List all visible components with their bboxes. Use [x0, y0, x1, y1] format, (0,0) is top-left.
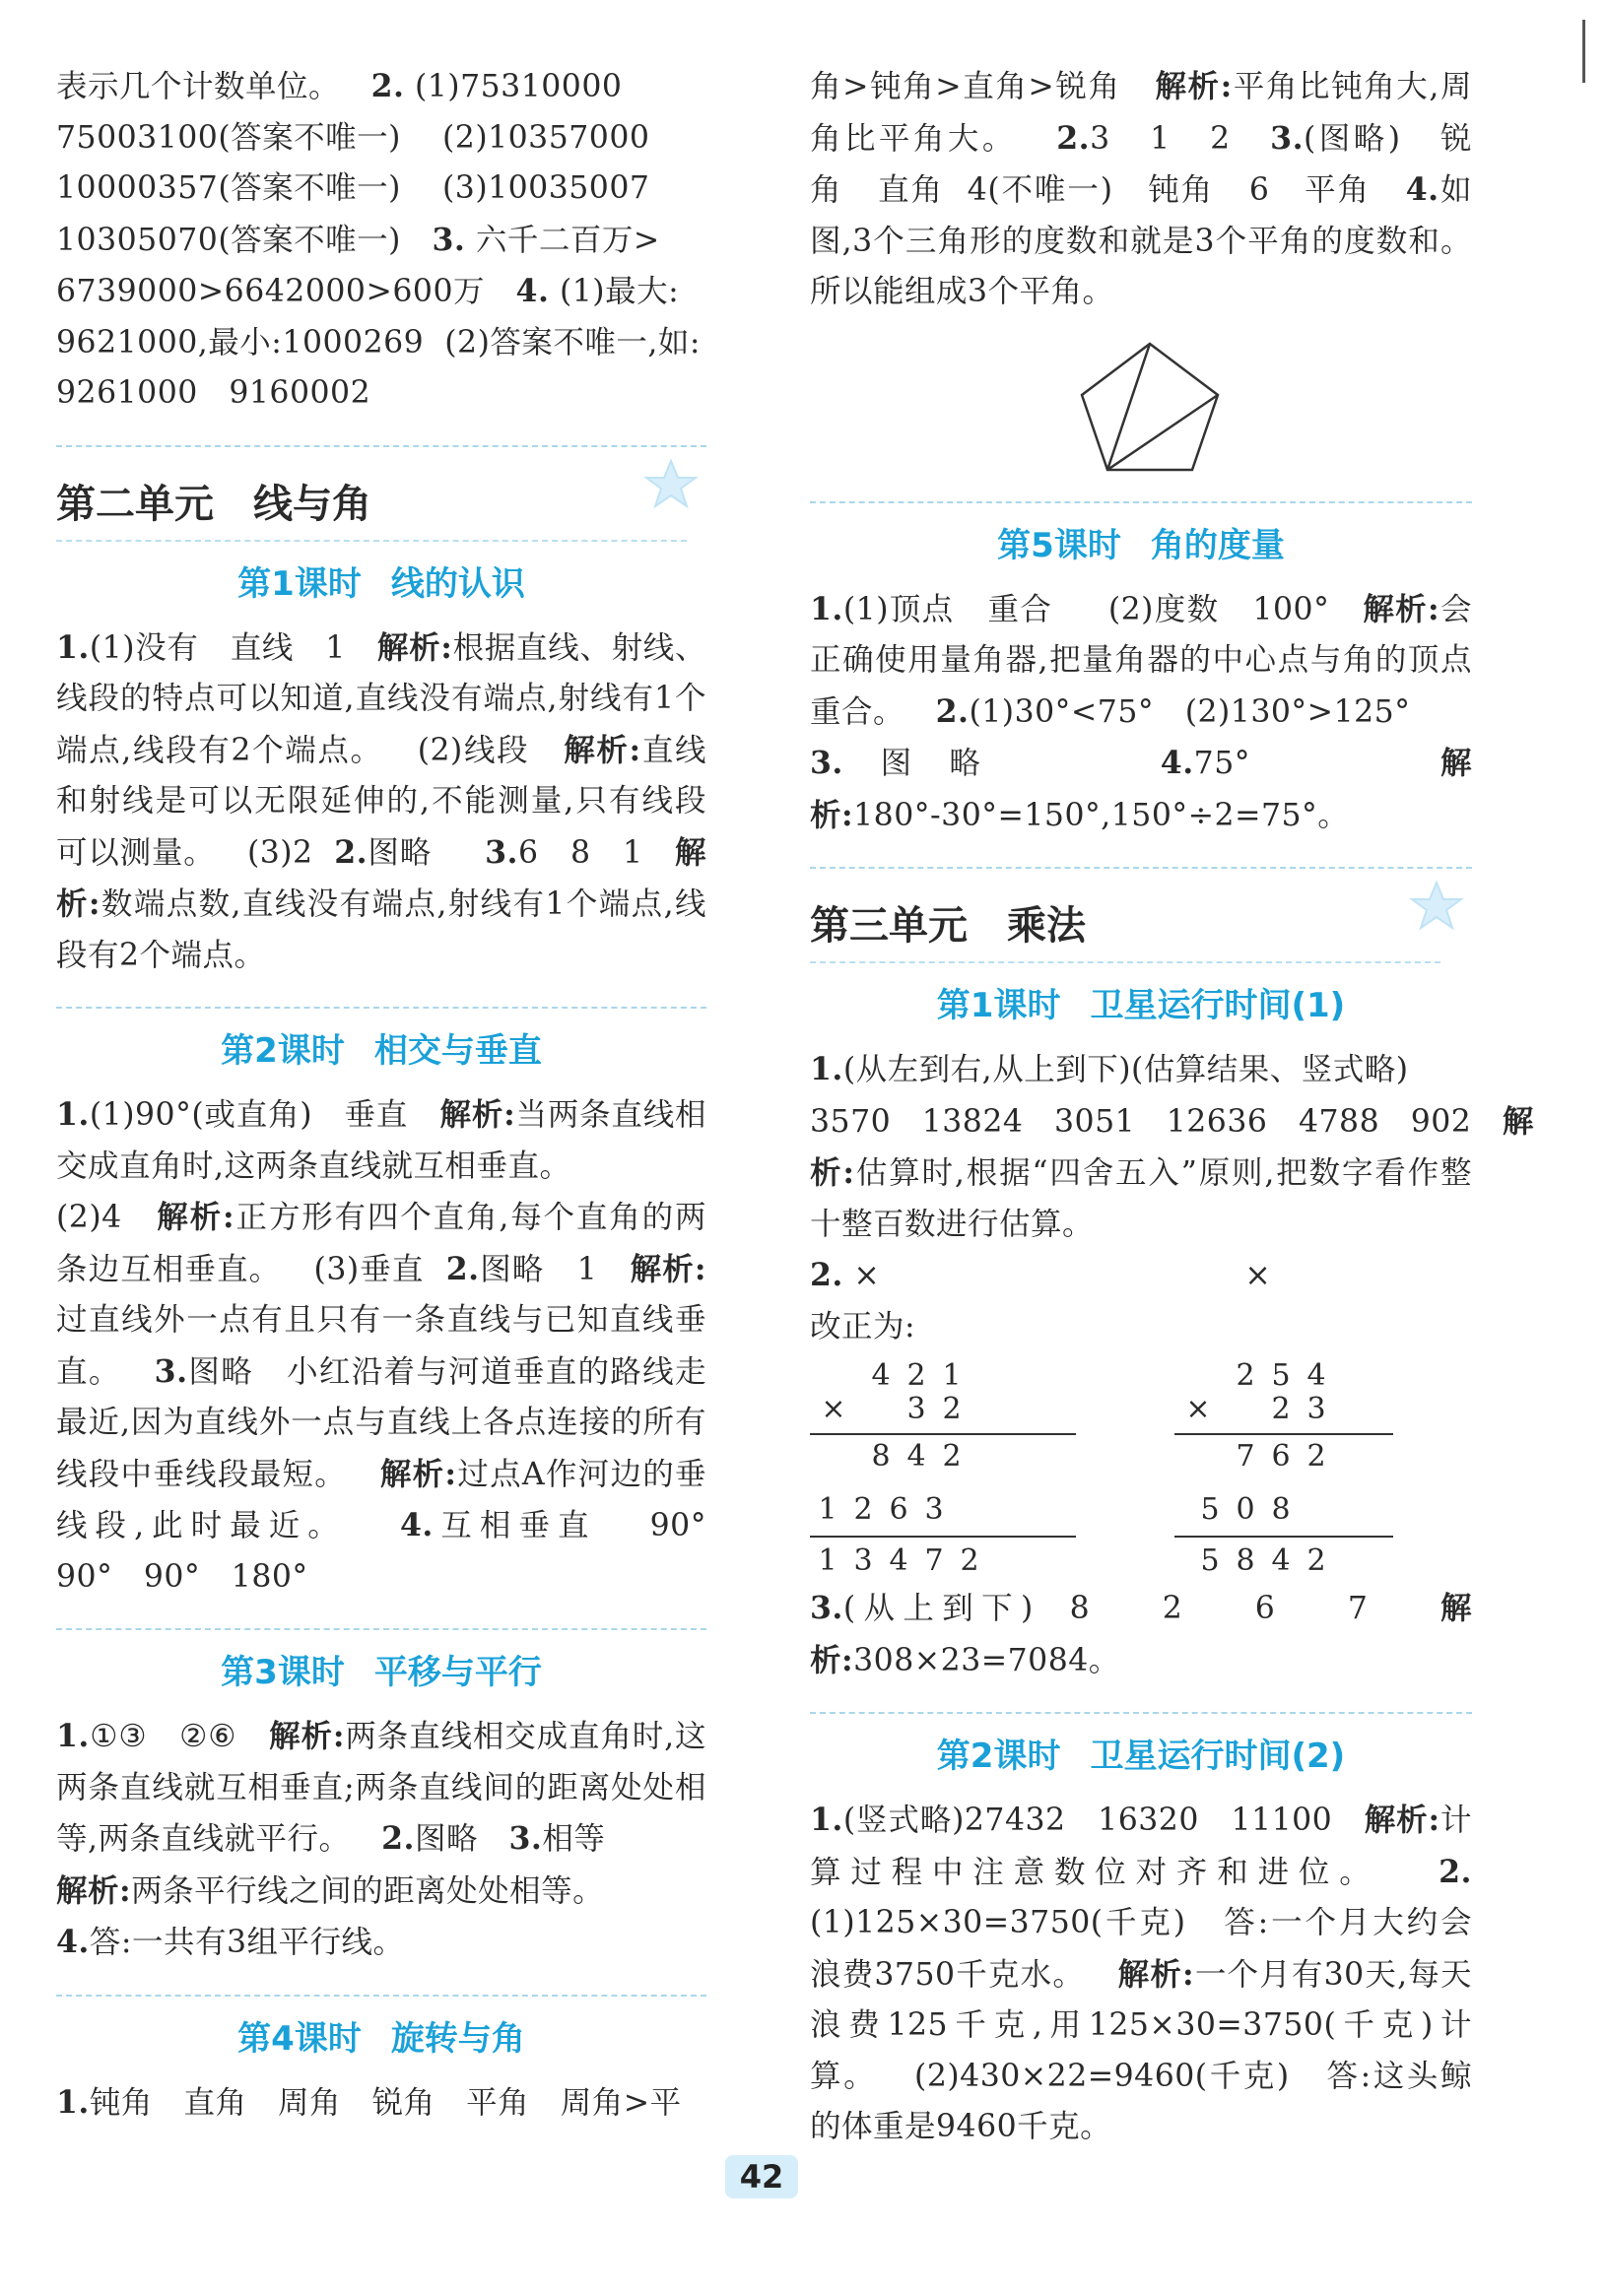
analysis-text: 数端点数,直线没有端点,射线有1个端点,线段有2个端点。 — [56, 886, 706, 973]
answer: (1)顶点 — [842, 591, 955, 627]
answer: 改正为: — [810, 1308, 916, 1345]
lesson-name: 卫星运行时间(1) — [1090, 986, 1346, 1025]
digit: 5 — [1200, 1492, 1220, 1527]
answer: (2)430×22=9460(千克) — [914, 2058, 1290, 2094]
analysis-text: 平角比钝角大,周角比平角大。 — [810, 69, 1472, 157]
section-divider — [56, 1995, 706, 1997]
item-number: 1. — [810, 1051, 843, 1087]
item-number: 4. — [56, 1924, 90, 1960]
analysis-label: 解析: — [56, 1871, 132, 1909]
lesson-title — [810, 1732, 1472, 1781]
analysis-label: 解析: — [376, 628, 453, 666]
answer: 周角>平 — [560, 2084, 682, 2121]
digit: 2 — [942, 1392, 962, 1426]
digit: 1 — [818, 1492, 837, 1527]
section-divider — [56, 445, 706, 447]
text: (1)最大: — [559, 274, 680, 309]
lesson-3-answers — [56, 1711, 706, 1969]
digit: 8 — [1236, 1543, 1255, 1578]
item-number: 1. — [56, 1096, 90, 1133]
digit: 4 — [1271, 1543, 1291, 1578]
digit: 3 — [906, 1392, 926, 1426]
text: (1)75310000 — [414, 69, 623, 104]
answer: 1 — [1150, 120, 1171, 157]
lesson-name: 旋转与角 — [390, 2018, 525, 2059]
answer: 图略 — [479, 1251, 545, 1287]
item-number: 3. — [810, 1590, 843, 1626]
answer: (1)90°(或直角) — [89, 1097, 313, 1133]
item-number: 2. — [370, 68, 405, 104]
item-number: 1. — [56, 628, 90, 666]
answer: 图略 — [368, 834, 433, 871]
answer: 平角 — [466, 2084, 530, 2121]
answer: 重合 — [987, 591, 1053, 627]
answer: 6 — [517, 834, 539, 871]
item-number: 2. — [1056, 119, 1091, 157]
item-number: 4. — [515, 273, 550, 309]
answer: 180° — [231, 1558, 308, 1595]
answer: 7 — [1347, 1591, 1369, 1626]
right-column — [810, 61, 1534, 2153]
answer: (图略) — [1304, 120, 1401, 157]
item-number: 4. — [1405, 171, 1440, 208]
mult-lesson-1-answers — [810, 1044, 1534, 1352]
answer: (1)30°<75° — [969, 693, 1155, 730]
item-number: 3. — [154, 1352, 188, 1390]
digit: 2 — [1236, 1358, 1255, 1393]
lesson-number: 第2课时 — [936, 1737, 1061, 1776]
answer: 2 — [1210, 120, 1231, 157]
unit-title — [810, 896, 1472, 955]
analysis-text: 当两条直线相交成直角时,这两条直线就互相垂直。 — [56, 1097, 706, 1184]
lesson-2-answers — [56, 1089, 706, 1603]
digit: 3 — [924, 1492, 944, 1527]
answer: ②⑥ — [179, 1719, 237, 1754]
item-number: 2. — [445, 1250, 480, 1287]
answer: (1)125×30=3750(千克) — [810, 1905, 1186, 1940]
digit: 2 — [853, 1492, 873, 1527]
answer: 1 — [576, 1251, 598, 1287]
answer: 平角 — [1305, 172, 1371, 208]
digit: 2 — [960, 1543, 979, 1578]
analysis-text: 计算过程中注意数位对齐和进位。 — [810, 1803, 1472, 1890]
analysis-text: 根据直线、射线、线段的特点可以知道,直线没有端点,射线有1个端点,线段有2个端点。 — [56, 629, 706, 768]
pentagon-diagram — [1076, 338, 1224, 476]
unit-divider — [56, 540, 687, 542]
digit: 4 — [889, 1543, 908, 1578]
answer: (从左到右,从上到下)(估算结果、竖式略) — [842, 1052, 1409, 1087]
lesson-title — [56, 2014, 706, 2064]
text: (2)答案不唯一,如: — [444, 324, 701, 361]
digit: 8 — [871, 1439, 891, 1474]
vertical-calculations — [810, 1358, 1472, 1583]
lesson-4-continued — [810, 61, 1472, 318]
analysis-label: 解析: — [379, 1455, 457, 1492]
analysis-label: 解析: — [269, 1718, 345, 1754]
star-icon — [1409, 879, 1464, 934]
answer: 直角 — [183, 2084, 247, 2121]
digit: 2 — [1271, 1392, 1291, 1426]
answer: 13824 — [921, 1103, 1024, 1140]
analysis-text: 308×23=7084。 — [853, 1642, 1120, 1678]
section-divider — [56, 1628, 706, 1630]
section-divider — [810, 867, 1472, 869]
star-icon — [643, 457, 699, 512]
digit: 5 — [1271, 1358, 1291, 1393]
answer: 钝角 — [89, 2084, 153, 2121]
analysis-text: 过点A作河边的垂线段,此时最近。 — [56, 1456, 706, 1543]
answer: (3)2 — [246, 834, 313, 871]
digit: 7 — [1236, 1439, 1255, 1474]
text: 表示几个计数单位。 — [56, 69, 341, 104]
answer: (3)垂直 — [313, 1251, 425, 1287]
wrong-mark: × — [853, 1258, 881, 1293]
lesson-5-answers — [810, 584, 1472, 842]
item-number: 2. — [1439, 1853, 1472, 1890]
answer: 周角 — [278, 2084, 342, 2121]
analysis-label: 解析: — [56, 833, 706, 922]
wrong-mark: × — [1244, 1258, 1272, 1293]
digit: 1 — [942, 1358, 962, 1393]
item-number: 3. — [1270, 119, 1305, 157]
text: 10305070(答案不唯一) — [56, 222, 401, 258]
section-divider — [56, 1007, 706, 1009]
lesson-title — [56, 1648, 706, 1697]
digit: 8 — [1271, 1492, 1291, 1527]
item-number: 3. — [508, 1820, 543, 1857]
item-number: 2. — [381, 1820, 415, 1857]
item-number: 2. — [810, 1257, 843, 1293]
lesson-title — [56, 1026, 706, 1076]
section-divider — [810, 501, 1472, 503]
mult-lesson-2-answers — [810, 1795, 1472, 2153]
analysis-label: 解析: — [564, 731, 641, 768]
lesson-name: 角的度量 — [1150, 525, 1285, 565]
calc-line — [810, 1536, 1076, 1538]
section-divider — [810, 1712, 1472, 1714]
answer: 图略 — [414, 1821, 478, 1857]
answer: 图略 — [842, 746, 1019, 781]
digit: 2 — [1306, 1543, 1326, 1578]
unit-title-name: 乘法 — [1007, 903, 1086, 949]
text: 9261000 — [56, 375, 198, 411]
analysis-label: 解析: — [810, 1102, 1534, 1191]
item-number: 2. — [334, 833, 368, 871]
answer: 100° — [1252, 591, 1330, 627]
answer: 直线 — [230, 629, 295, 666]
analysis-label: 解析: — [810, 745, 1472, 833]
analysis-text: 会正确使用量角器,把量角器的中心点与角的顶点重合。 — [810, 591, 1472, 730]
lesson-title — [810, 981, 1472, 1030]
answer: 1 — [325, 629, 346, 666]
lesson-number: 第3课时 — [221, 1653, 345, 1692]
answer: 16320 — [1098, 1803, 1199, 1838]
lesson-name: 线的认识 — [390, 563, 525, 604]
calc-line — [1174, 1536, 1393, 1538]
item-number: 3. — [485, 833, 518, 871]
digit: 6 — [1271, 1439, 1291, 1474]
item-number: 4. — [1160, 745, 1194, 781]
analysis-label: 解析: — [630, 1250, 706, 1287]
analysis-label: 解析: — [1364, 1802, 1440, 1838]
analysis-label: 解析: — [1117, 1955, 1195, 1993]
text: 9160002 — [229, 375, 371, 411]
lesson-name: 平移与平行 — [373, 1653, 542, 1692]
answer: 4788 — [1298, 1103, 1380, 1140]
lesson-number: 第1课时 — [237, 563, 362, 604]
answer: 90° — [56, 1558, 113, 1595]
digit: 6 — [889, 1492, 908, 1527]
text: (3)10035007 — [441, 170, 650, 206]
unit-title-number: 第三单元 — [810, 903, 968, 949]
answer: 锐角 — [371, 2084, 435, 2121]
item-number: 1. — [56, 2083, 90, 2121]
digit: 3 — [1306, 1392, 1326, 1426]
answer: (从上到下) — [842, 1591, 1034, 1626]
text: 6739000>6642000>600万 — [56, 274, 485, 309]
digit: 5 — [1200, 1543, 1220, 1578]
answer: 12636 — [1166, 1103, 1268, 1140]
lesson-name: 相交与垂直 — [373, 1031, 542, 1071]
lesson-name: 卫星运行时间(2) — [1090, 1737, 1346, 1776]
analysis-text: 直线和射线是可以无限延伸的,不能测量,只有线段可以测量。 — [56, 732, 706, 871]
unit-title — [56, 475, 706, 534]
answer: 角>钝角>直角>锐角 — [810, 69, 1121, 104]
analysis-text: 两条平行线之间的距离处处相等。 — [131, 1872, 605, 1909]
analysis-label: 解析: — [810, 1590, 1472, 1678]
lesson-4-answers — [56, 2077, 706, 2130]
lesson-title — [56, 559, 706, 609]
item-number: 1. — [56, 1718, 90, 1754]
answer: 2 — [1162, 1591, 1183, 1626]
answer: 答:一共有3组平行线。 — [89, 1925, 405, 1960]
answer: (2)4 — [56, 1200, 122, 1235]
text: 六千二百万> — [475, 222, 660, 258]
analysis-text: 正方形有四个直角,每个直角的两条边互相垂直。 — [56, 1200, 706, 1287]
answer: (2)度数 — [1107, 591, 1220, 627]
multiply-sign: × — [1185, 1392, 1211, 1426]
intro-block — [56, 61, 706, 420]
answer: 8 — [569, 834, 591, 871]
digit: 0 — [1236, 1492, 1255, 1527]
digit: 2 — [942, 1439, 962, 1474]
answer: 答:一个月大约会浪费3750千克水。 — [810, 1905, 1472, 1993]
digit: 3 — [853, 1543, 873, 1578]
item-number: 3. — [432, 221, 466, 258]
answer: 答:这头鲸的体重是9460千克。 — [810, 2058, 1472, 2144]
answer: 3570 — [810, 1103, 892, 1140]
multiply-sign: × — [821, 1392, 846, 1426]
answer: 锐角 — [810, 120, 1472, 208]
answer: (2)130°>125° — [1184, 693, 1411, 730]
answer: 11100 — [1231, 1803, 1333, 1838]
answer: 1 — [622, 834, 643, 871]
analysis-text: 180°-30°=150°,150°÷2=75°。 — [853, 797, 1350, 833]
item-number: 2. — [935, 692, 970, 730]
lesson-1-answers — [56, 623, 706, 982]
answer: 6 — [1254, 1591, 1276, 1626]
analysis-label: 解析: — [1155, 68, 1233, 104]
answer: 90° — [143, 1558, 201, 1595]
answer: 小红沿着与河道垂直的路线走最近,因为直线外一点与直线上各点连接的所有线段中垂线段最短。 — [56, 1353, 706, 1492]
answer: 垂直 — [344, 1097, 409, 1133]
digit: 1 — [818, 1543, 837, 1578]
lesson-number: 第2课时 — [221, 1031, 345, 1071]
item-number: 3. — [810, 745, 843, 781]
digit: 2 — [906, 1358, 926, 1393]
lesson-number: 第1课时 — [936, 986, 1061, 1025]
item-number: 1. — [810, 1802, 843, 1838]
text: (2)10357000 — [441, 119, 650, 156]
analysis-text: 一个月有30天,每天浪费125千克,用125×30=3750(千克)计算。 — [810, 1956, 1472, 2094]
analysis-text: 两条直线相交成直角时,这两条直线就互相垂直;两条直线间的距离处处相等,两条直线就平行。 — [56, 1719, 706, 1857]
answer: 互相垂直 — [433, 1508, 597, 1543]
answer: (竖式略)27432 — [842, 1803, 1066, 1838]
item-number: 1. — [810, 590, 843, 627]
answer: (2)线段 — [417, 732, 530, 768]
unit-divider — [810, 961, 1440, 963]
digit: 7 — [924, 1543, 944, 1578]
analysis-label: 解析: — [439, 1096, 516, 1133]
answer: 如图,3个三角形的度数和就是3个平角的度数和。所以能组成3个平角。 — [810, 172, 1472, 309]
mult-lesson-1-q3 — [810, 1583, 1472, 1686]
answer: (1)没有 — [89, 629, 199, 666]
analysis-label: 解析: — [157, 1199, 235, 1235]
calc-line — [810, 1433, 1076, 1435]
left-column — [56, 61, 706, 2129]
unit-title-name: 线与角 — [253, 481, 371, 527]
lesson-number: 第4课时 — [237, 2018, 362, 2059]
lesson-title — [810, 521, 1472, 570]
lesson-number: 第5课时 — [997, 525, 1121, 565]
answer: 4(不唯一) — [967, 172, 1113, 208]
answer: 图略 — [187, 1353, 254, 1390]
answer: ①③ — [89, 1719, 148, 1754]
answer: 8 — [1069, 1591, 1091, 1626]
answer: 3051 — [1053, 1103, 1136, 1140]
text: 9621000,最小:1000269 — [56, 324, 425, 361]
answer: 钝角 — [1148, 172, 1215, 208]
answer: 相等 — [542, 1821, 606, 1857]
text: 75003100(答案不唯一) — [56, 119, 401, 156]
analysis-text: 估算时,根据“四舍五入”原则,把数字看作整十整百数进行估算。 — [810, 1155, 1472, 1242]
answer: 直角 — [878, 172, 944, 208]
digit: 4 — [906, 1439, 926, 1474]
text: 10000357(答案不唯一) — [56, 170, 401, 206]
page-edge-mark — [1582, 20, 1585, 83]
digit: 2 — [1306, 1439, 1326, 1474]
analysis-text: 过直线外一点有且只有一条直线与已知直线垂直。 — [56, 1302, 706, 1390]
page-number: 42 — [725, 2155, 798, 2198]
answer: 90° — [649, 1508, 706, 1543]
item-number: 4. — [399, 1507, 434, 1543]
analysis-label: 解析: — [1363, 590, 1440, 627]
answer: 3 — [1090, 120, 1110, 157]
answer: 6 — [1248, 172, 1270, 208]
answer: 902 — [1410, 1103, 1472, 1140]
calc-line — [1174, 1433, 1393, 1435]
digit: 4 — [871, 1358, 891, 1393]
unit-title-number: 第二单元 — [56, 481, 214, 527]
digit: 4 — [1306, 1358, 1326, 1393]
answer: 75° — [1193, 746, 1251, 781]
